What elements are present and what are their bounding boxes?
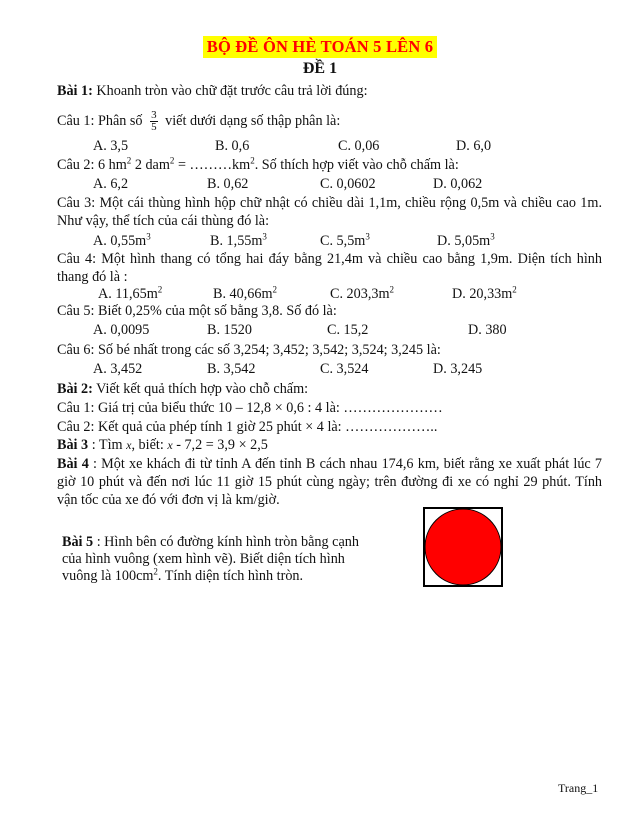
cau2-question bbox=[57, 156, 459, 174]
cau2-option-b[interactable]: B. 0,62 bbox=[207, 176, 249, 192]
cau1-option-a[interactable]: A. 3,5 bbox=[93, 138, 129, 154]
cau4-option-c-text: C. 203,3m bbox=[330, 286, 390, 302]
cau6-option-d[interactable]: D. 3,245 bbox=[433, 361, 483, 377]
circle-shape bbox=[425, 509, 501, 585]
cau3-question: Câu 3: Một cái thùng hình hộp chữ nhật có chiều dài 1,1m, chiều rộng 0,5m và chiều cao 1m. Như vậy, thể tích của cái thùng đó là: bbox=[57, 195, 602, 229]
bai5-sup: 2 bbox=[153, 566, 158, 577]
fraction bbox=[150, 110, 158, 133]
fraction-numerator: 3 bbox=[151, 109, 157, 121]
cau3-option-a-text: A. 0,55m bbox=[93, 233, 147, 249]
cau3-option-d[interactable] bbox=[437, 232, 495, 250]
bai5-label: Bài 5 bbox=[62, 534, 94, 550]
bai4 bbox=[57, 455, 602, 509]
bai4-text: : Một xe khách đi từ tỉnh A đến tỉnh B cách nhau 174,6 km, biết rằng xe xuất phát lúc 7 giờ 10 phút và đến nơi lúc 11 giờ 15 phút cùng ngày; trên đường đi xe có nghỉ 29 phút. Tính vận tốc của xe đó với đơn vị là km/giờ. bbox=[57, 456, 603, 508]
bai3 bbox=[57, 436, 268, 454]
cau2-text-a: Câu 2: 6 hm bbox=[57, 157, 127, 173]
cau5-option-c[interactable]: C. 15,2 bbox=[327, 322, 369, 338]
cau4-option-b-text: B. 40,66m bbox=[213, 286, 273, 302]
cau2-option-c[interactable]: C. 0,0602 bbox=[320, 176, 376, 192]
title-container bbox=[0, 36, 640, 58]
cau2-text-d: . Số thích hợp viết vào chỗ chấm là: bbox=[254, 157, 459, 173]
bai1-heading bbox=[57, 82, 368, 100]
bai3-text-c: - 7,2 = 3,9 × 2,5 bbox=[172, 437, 268, 453]
variable-x-2: x bbox=[167, 438, 173, 452]
bai5 bbox=[62, 534, 362, 585]
cau2-sup-3: 2 bbox=[250, 155, 255, 166]
cau6-option-a[interactable]: A. 3,452 bbox=[93, 361, 143, 377]
bai5-text-b: . Tính diện tích hình tròn. bbox=[157, 568, 304, 584]
circle-in-square-figure bbox=[423, 507, 503, 587]
cau2-option-a[interactable]: A. 6,2 bbox=[93, 176, 129, 192]
bai1-text: Khoanh tròn vào chữ đặt trước câu trả lời đúng: bbox=[92, 83, 368, 99]
document-title: BỘ ĐỀ ÔN HÈ TOÁN 5 LÊN 6 bbox=[203, 36, 438, 58]
bai2-label: Bài 2: bbox=[57, 381, 93, 397]
fraction-denominator: 5 bbox=[151, 121, 157, 133]
cau6-option-c[interactable]: C. 3,524 bbox=[320, 361, 369, 377]
cau5-option-b[interactable]: B. 1520 bbox=[207, 322, 252, 338]
cau1-prefix: Câu 1: Phân số bbox=[57, 112, 143, 129]
cau2-text-b: 2 dam bbox=[131, 157, 170, 173]
cau4-option-d[interactable] bbox=[452, 285, 517, 303]
bai3-text-a: : Tìm bbox=[88, 437, 127, 453]
bai2-cau1: Câu 1: Giá trị của biểu thức 10 – 12,8 × 0,6 : 4 là: ………………… bbox=[57, 400, 443, 416]
cau4-option-a-text: A. 11,65m bbox=[98, 286, 158, 302]
cau5-question: Câu 5: Biết 0,25% của một số bằng 3,8. Số đó là: bbox=[57, 303, 337, 319]
cau4-option-c[interactable] bbox=[330, 285, 394, 303]
cau2-sup-1: 2 bbox=[126, 155, 132, 166]
cau4-option-d-text: D. 20,33m bbox=[452, 286, 513, 302]
cau4-option-c-sup: 2 bbox=[389, 284, 395, 295]
exam-number: ĐỀ 1 bbox=[302, 60, 338, 77]
cau5-option-d[interactable]: D. 380 bbox=[468, 322, 507, 338]
bai3-text-b: , biết: bbox=[131, 437, 168, 453]
cau4-option-b[interactable] bbox=[213, 285, 277, 303]
cau4-question: Câu 4: Một hình thang có tổng hai đáy bằng 21,4m và chiều cao bằng 1,9m. Diện tích hình thang đó là : bbox=[57, 251, 602, 285]
cau1-option-d[interactable]: D. 6,0 bbox=[456, 138, 492, 154]
cau1-suffix: viết dưới dạng số thập phân là: bbox=[165, 112, 341, 129]
cau4-option-b-sup: 2 bbox=[272, 284, 278, 295]
cau1-question bbox=[57, 110, 340, 133]
bai5-text-a: : Hình bên có đường kính hình tròn bằng cạnh của hình vuông (xem hình vẽ). Biết diện tích hình vuông là 100cm bbox=[62, 534, 359, 584]
bai3-label: Bài 3 bbox=[57, 437, 89, 453]
cau3-option-d-sup: 3 bbox=[490, 231, 495, 242]
page-footer: Trang_1 bbox=[558, 781, 599, 795]
bai4-label: Bài 4 bbox=[57, 456, 89, 472]
cau2-option-d[interactable]: D. 0,062 bbox=[433, 176, 483, 192]
cau2-text-c: = ………km bbox=[174, 157, 251, 173]
cau3-option-c-sup: 3 bbox=[365, 231, 370, 242]
cau1-option-b[interactable]: B. 0,6 bbox=[215, 138, 250, 154]
cau3-option-b-sup: 3 bbox=[262, 231, 267, 242]
cau1-option-c[interactable]: C. 0,06 bbox=[338, 138, 380, 154]
cau3-option-c-text: C. 5,5m bbox=[320, 233, 366, 249]
cau3-option-b-text: B. 1,55m bbox=[210, 233, 263, 249]
bai1-label: Bài 1: bbox=[57, 83, 93, 99]
cau6-question: Câu 6: Số bé nhất trong các số 3,254; 3,452; 3,542; 3,524; 3,245 là: bbox=[57, 342, 441, 358]
cau3-option-b[interactable] bbox=[210, 232, 267, 250]
variable-x: x bbox=[126, 438, 132, 452]
bai2-heading bbox=[57, 380, 308, 398]
bai2-text: Viết kết quả thích hợp vào chỗ chấm: bbox=[92, 381, 309, 397]
cau2-sup-2: 2 bbox=[169, 155, 175, 166]
cau3-option-a[interactable] bbox=[93, 232, 151, 250]
cau3-option-d-text: D. 5,05m bbox=[437, 233, 491, 249]
cau3-option-c[interactable] bbox=[320, 232, 370, 250]
cau3-option-a-sup: 3 bbox=[146, 231, 151, 242]
bai2-cau2: Câu 2: Kết quả của phép tính 1 giờ 25 phút × 4 là: ……………….. bbox=[57, 419, 438, 435]
cau6-option-b[interactable]: B. 3,542 bbox=[207, 361, 256, 377]
cau4-option-a[interactable] bbox=[98, 285, 162, 303]
cau5-option-a[interactable]: A. 0,0095 bbox=[93, 322, 150, 338]
cau4-option-d-sup: 2 bbox=[512, 284, 517, 295]
cau4-option-a-sup: 2 bbox=[157, 284, 163, 295]
